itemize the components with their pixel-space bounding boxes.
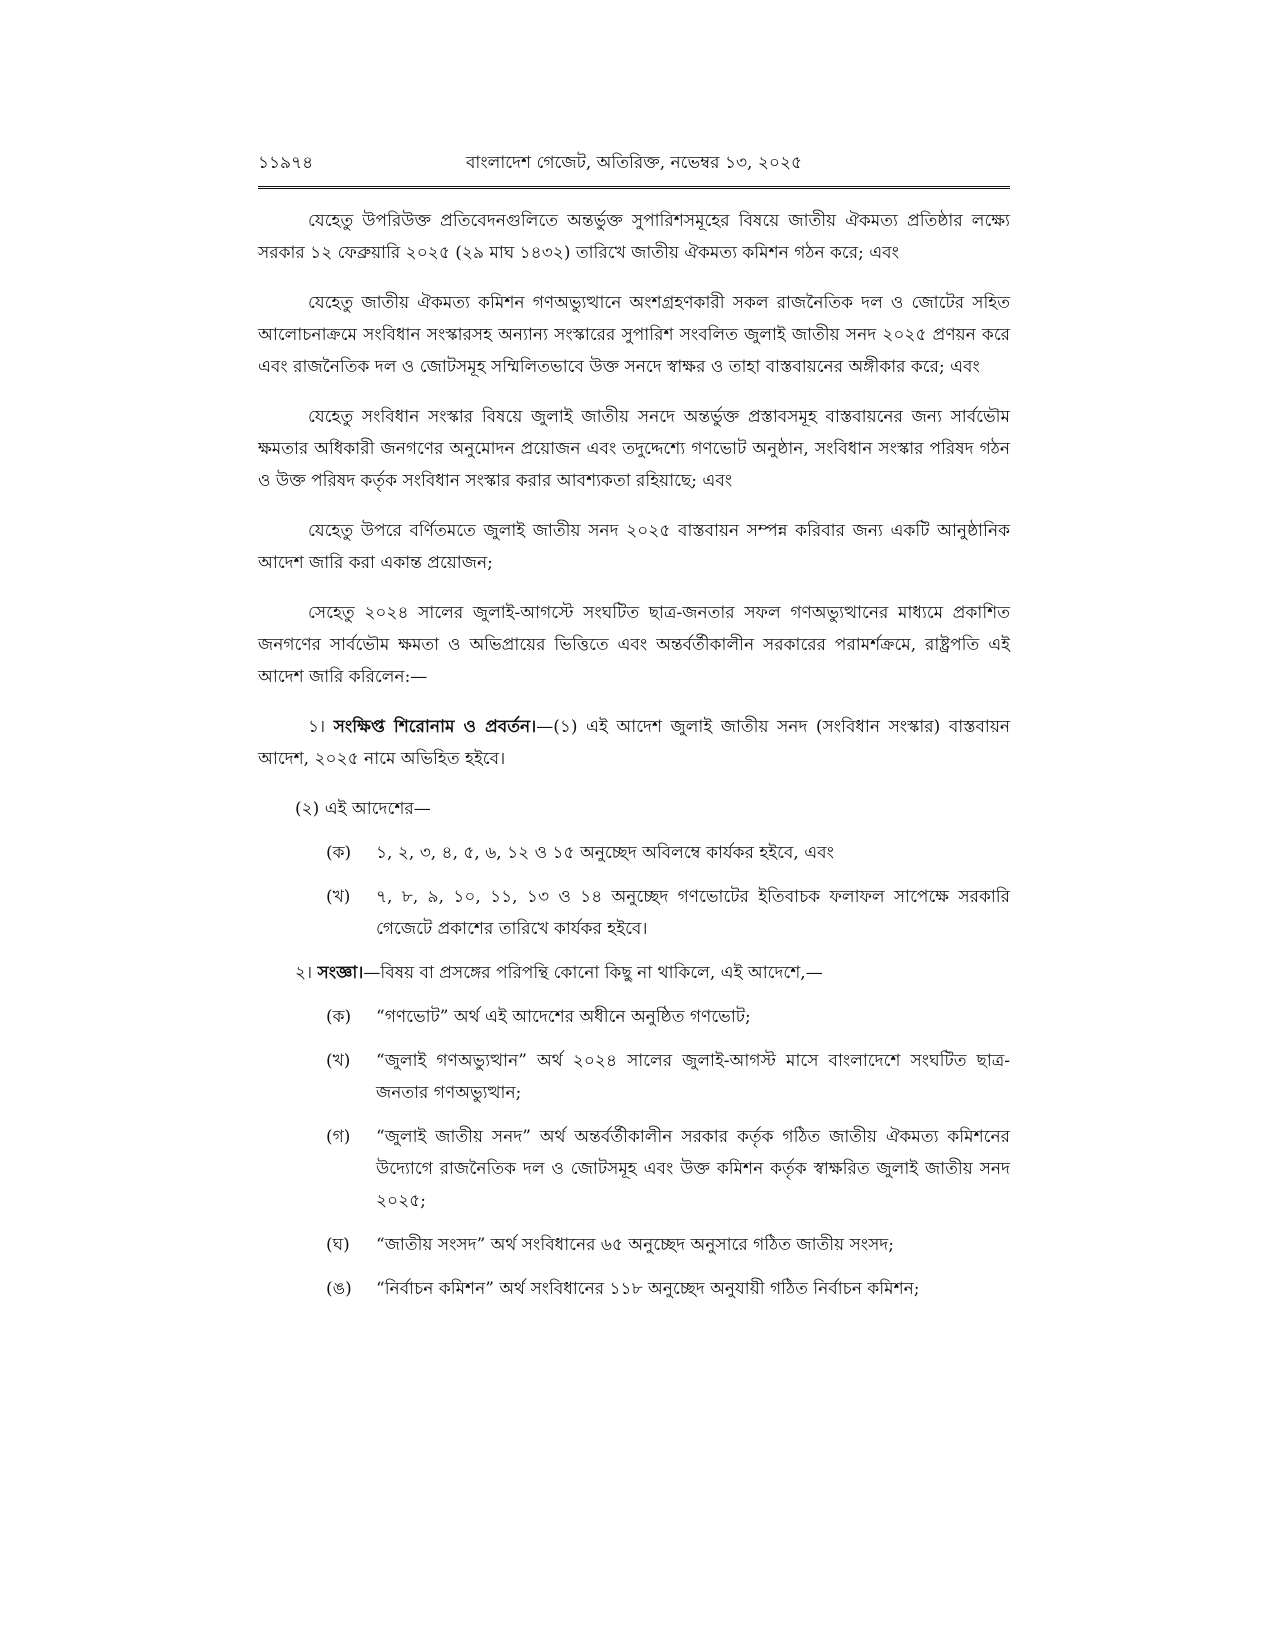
clause-text: “গণভোট” অর্থ এই আদেশের অধীনে অনুষ্ঠিত গণভোট; [376,1007,751,1027]
clause-text: ৭, ৮, ৯, ১০, ১১, ১৩ ও ১৪ অনুচ্ছেদ গণভোটের ইতিবাচক ফলাফল সাপেক্ষে সরকারি গেজেটে প্রকাশের তারিখে কার্যকর হইবে। [376,887,1010,939]
section-1-text: —(১) এই আদেশ জুলাই জাতীয় সনদ (সংবিধান সংস্কার) বাস্তবায়ন আদেশ, ২০২৫ নামে অভিহিত হইবে। [258,717,1010,769]
section-2 [295,957,1010,989]
page-number: ১১৯৭৪ [258,153,314,173]
section-2-text: —বিষয় বা প্রসঙ্গের পরিপন্থি কোনো কিছু না থাকিলে, এই আদেশে,— [363,963,823,983]
gazette-title: বাংলাদেশ গেজেট, অতিরিক্ত, নভেম্বর ১৩, ২০২৫ [465,153,803,173]
header-divider [258,186,1010,191]
clause-marker: (ঘ) [326,1235,350,1255]
section-2-number: ২। [295,963,313,983]
clause-marker: (ঙ) [326,1279,352,1299]
section-1 [258,711,1010,775]
definition-item [326,1273,1010,1305]
preamble-paragraph: যেহেতু উপরে বর্ণিতমতে জুলাই জাতীয় সনদ ২০২৫ বাস্তবায়ন সম্পন্ন করিবার জন্য একটি আনুষ্ঠানিক আদেশ জারি করা একান্ত প্রয়োজন; [258,521,1010,573]
page-header [258,148,1010,178]
clause-marker: (ক) [326,843,352,863]
definition-item [326,1121,1010,1217]
clause-marker: (ক) [326,1007,352,1027]
gazette-page [258,148,1010,1317]
clause-item [326,881,1010,945]
clause-text: “নির্বাচন কমিশন” অর্থ সংবিধানের ১১৮ অনুচ্ছেদ অনুযায়ী গঠিত নির্বাচন কমিশন; [376,1279,920,1299]
section-1-number: ১। [308,717,326,737]
preamble-paragraph: সেহেতু ২০২৪ সালের জুলাই-আগস্টে সংঘটিত ছাত্র-জনতার সফল গণঅভ্যুত্থানের মাধ্যমে প্রকাশিত জনগণের সার্বভৌম ক্ষমতা ও অভিপ্রায়ের ভিত্তিতে এবং অন্তর্বর্তীকালীন সরকারের পরামর্শক্রমে, রাষ্ট্রপতি এই আদেশ জারি করিলেন:— [258,603,1010,687]
definition-item [326,1045,1010,1109]
section-2-heading: সংজ্ঞা। [317,963,364,983]
clause-text: “জাতীয় সংসদ” অর্থ সংবিধানের ৬৫ অনুচ্ছেদ অনুসারে গঠিত জাতীয় সংসদ; [376,1235,894,1255]
clause-text: ১, ২, ৩, ৪, ৫, ৬, ১২ ও ১৫ অনুচ্ছেদ অবিলম্বে কার্যকর হইবে, এবং [376,843,834,863]
clause-text: “জুলাই জাতীয় সনদ” অর্থ অন্তর্বর্তীকালীন সরকার কর্তৃক গঠিত জাতীয় ঐকমত্য কমিশনের উদ্যোগে রাজনৈতিক দল ও জোটসমূহ এবং উক্ত কমিশন কর্তৃক স্বাক্ষরিত জুলাই জাতীয় সনদ ২০২৫; [376,1127,1010,1211]
preamble-paragraph: যেহেতু উপরিউক্ত প্রতিবেদনগুলিতে অন্তর্ভুক্ত সুপারিশসমূহের বিষয়ে জাতীয় ঐকমত্য প্রতিষ্ঠার লক্ষ্যে সরকার ১২ ফেব্রুয়ারি ২০২৫ (২৯ মাঘ ১৪৩২) তারিখে জাতীয় ঐকমত্য কমিশন গঠন করে; এবং [258,211,1010,263]
section-1-heading: সংক্ষিপ্ত শিরোনাম ও প্রবর্তন। [333,717,537,737]
clause-text: “জুলাই গণঅভ্যুত্থান” অর্থ ২০২৪ সালের জুলাই-আগস্ট মাসে বাংলাদেশে সংঘটিত ছাত্র-জনতার গণঅভ্যুত্থান; [376,1051,1010,1103]
clause-marker: (খ) [326,887,351,907]
section-1-subsection-2: (২) এই আদেশের— [295,799,431,819]
clause-marker: (খ) [326,1051,351,1071]
clause-marker: (গ) [326,1127,351,1147]
preamble-paragraph: যেহেতু সংবিধান সংস্কার বিষয়ে জুলাই জাতীয় সনদে অন্তর্ভুক্ত প্রস্তাবসমূহ বাস্তবায়নের জন্য সার্বভৌম ক্ষমতার অধিকারী জনগণের অনুমোদন প্রয়োজন এবং তদুদ্দেশ্যে গণভোট অনুষ্ঠান, সংবিধান সংস্কার পরিষদ গঠন ও উক্ত পরিষদ কর্তৃক সংবিধান সংস্কার করার আবশ্যকতা রহিয়াছে; এবং [258,407,1010,491]
preamble-paragraph: যেহেতু জাতীয় ঐকমত্য কমিশন গণঅভ্যুত্থানে অংশগ্রহণকারী সকল রাজনৈতিক দল ও জোটের সহিত আলোচনাক্রমে সংবিধান সংস্কারসহ অন্যান্য সংস্কারের সুপারিশ সংবলিত জুলাই জাতীয় সনদ ২০২৫ প্রণয়ন করে এবং রাজনৈতিক দল ও জোটসমূহ সম্মিলিতভাবে উক্ত সনদে স্বাক্ষর ও তাহা বাস্তবায়নের অঙ্গীকার করে; এবং [258,293,1010,377]
definition-item [326,1229,1010,1261]
definition-item [326,1001,1010,1033]
clause-item [326,837,1010,869]
